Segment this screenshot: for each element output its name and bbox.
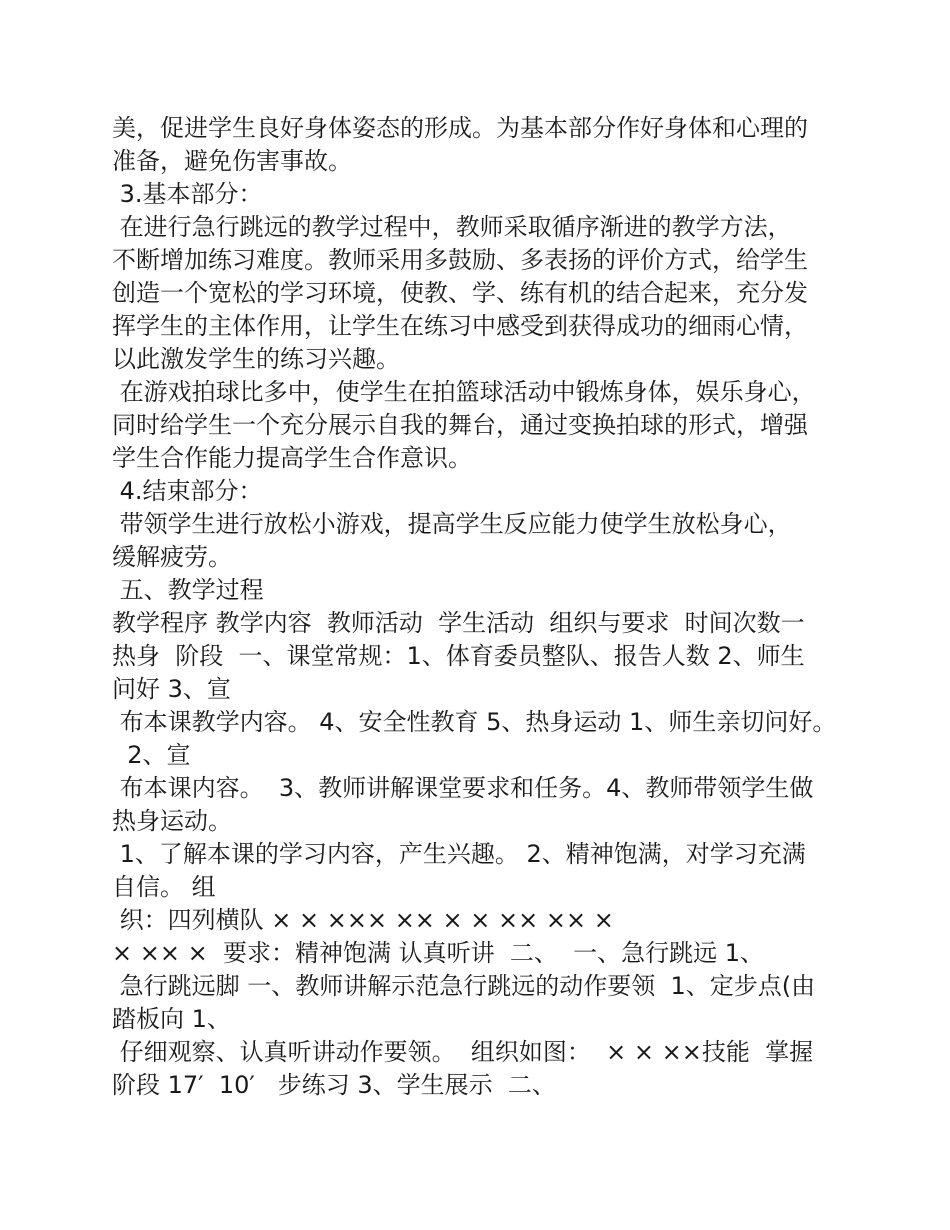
text-line: 布本课内容。 3、教师讲解课堂要求和任务。4、教师带领学生做 — [112, 774, 814, 802]
text-line: 热身 阶段 一、课堂常规：1、体育委员整队、报告人数 2、师生 — [112, 642, 805, 670]
text-line: 在游戏拍球比多中，使学生在拍篮球活动中锻炼身体，娱乐身心， — [112, 378, 816, 406]
text-line: 仔细观察、认真听讲动作要领。 组织如图： × × ××技能 掌握 — [112, 1038, 814, 1066]
text-line: 2、宣 — [112, 741, 191, 769]
text-line: 1、了解本课的学习内容，产生兴趣。 2、精神饱满，对学习充满 — [112, 840, 806, 868]
section-heading: 五、教学过程 — [112, 576, 264, 604]
text-line: 自信。 组 — [112, 873, 216, 901]
text-line: 美，促进学生良好身体姿态的形成。为基本部分作好身体和心理的 — [112, 114, 808, 142]
text-line: 不断增加练习难度。教师采用多鼓励、多表扬的评价方式，给学生 — [112, 246, 808, 274]
text-line: 在进行急行跳远的教学过程中，教师采取循序渐进的教学方法， — [112, 213, 792, 241]
text-line: 布本课教学内容。 4、安全性教育 5、热身运动 1、师生亲切问好。 — [112, 708, 837, 736]
text-line: 阶段 17′ 10′ 步练习 3、学生展示 二、 — [112, 1071, 556, 1099]
text-line: 带领学生进行放松小游戏，提高学生反应能力使学生放松身心， — [112, 510, 792, 538]
text-line: 同时给学生一个充分展示自我的舞台，通过变换拍球的形式，增强 — [112, 411, 808, 439]
section-heading: 3.基本部分： — [112, 180, 263, 208]
section-heading: 4.结束部分： — [112, 477, 263, 505]
text-line: 以此激发学生的练习兴趣。 — [112, 345, 400, 373]
text-line: 准备，避免伤害事故。 — [112, 147, 352, 175]
text-line: × ×× × 要求：精神饱满 认真听讲 二、 一、急行跳远 1、 — [112, 939, 764, 967]
text-line: 织：四列横队 × × ××× ×× × × ×× ×× × — [112, 906, 614, 934]
text-line: 问好 3、宣 — [112, 675, 231, 703]
text-line: 踏板向 1、 — [112, 1005, 231, 1033]
text-line: 挥学生的主体作用，让学生在练习中感受到获得成功的细雨心情， — [112, 312, 808, 340]
text-line: 热身运动。 — [112, 807, 232, 835]
text-line: 缓解疲劳。 — [112, 543, 232, 571]
text-line: 急行跳远脚 一、教师讲解示范急行跳远的动作要领 1、定步点(由 — [112, 972, 816, 1000]
text-line: 创造一个宽松的学习环境，使教、学、练有机的结合起来，充分发 — [112, 279, 808, 307]
text-line: 学生合作能力提高学生合作意识。 — [112, 444, 472, 472]
table-header-line: 教学程序 教学内容 教师活动 学生活动 组织与要求 时间次数一 — [112, 609, 805, 637]
